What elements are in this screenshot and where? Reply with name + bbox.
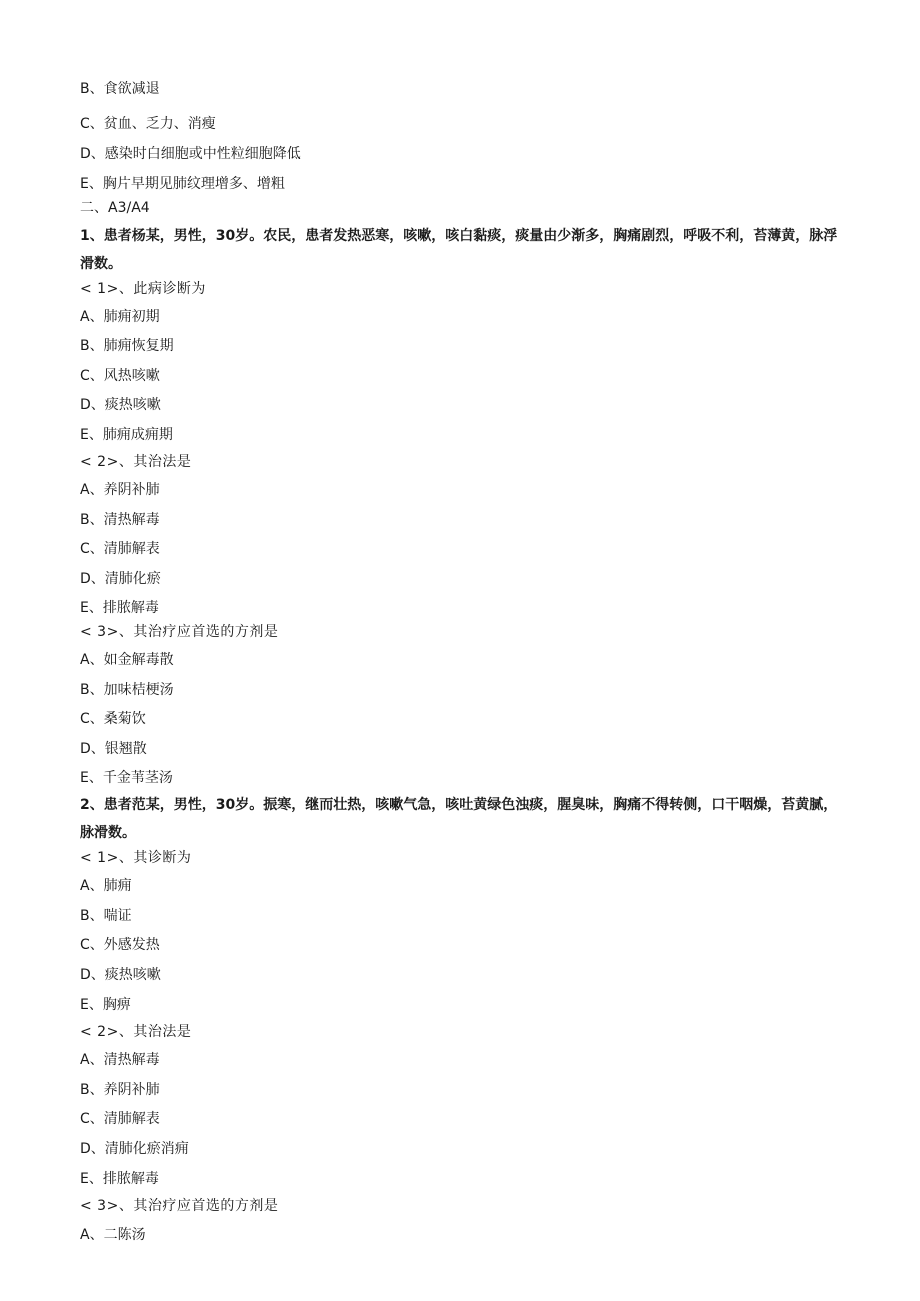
question-stem-2: 2、患者范某，男性，30岁。振寒，继而壮热，咳嗽气急，咳吐黄绿色浊痰，腥臭味，胸痛不得转侧，口干咽燥，苔黄腻，脉滑数。 [80, 797, 838, 841]
option-line: D、银翘散 [80, 741, 147, 757]
sub-question: < 3>、其治疗应首选的方剂是 [80, 624, 279, 640]
option-line: A、清热解毒 [80, 1052, 160, 1068]
option-line: E、胸痹 [80, 997, 131, 1013]
option-line: A、养阴补肺 [80, 482, 160, 498]
option-line: B、肺痈恢复期 [80, 338, 174, 354]
sub-question: < 1>、此病诊断为 [80, 281, 206, 297]
option-line: C、清肺解表 [80, 541, 160, 557]
question-stem-1: 1、患者杨某，男性，30岁。农民，患者发热恶寒，咳嗽，咳白黏痰，痰量由少渐多，胸痛剧烈，呼吸不利，苔薄黄，脉浮滑数。 [80, 228, 838, 272]
sub-question: < 2>、其治法是 [80, 454, 192, 470]
option-line: E、胸片早期见肺纹理增多、增粗 [80, 176, 285, 192]
option-line: E、排脓解毒 [80, 600, 159, 616]
option-line: B、喘证 [80, 908, 132, 924]
option-line: D、痰热咳嗽 [80, 967, 161, 983]
option-line: B、清热解毒 [80, 512, 160, 528]
option-line: A、二陈汤 [80, 1227, 146, 1243]
option-line: D、清肺化瘀 [80, 571, 161, 587]
option-line: C、风热咳嗽 [80, 368, 160, 384]
option-line: E、千金苇茎汤 [80, 770, 173, 786]
option-line: A、肺痈 [80, 878, 132, 894]
option-line: D、痰热咳嗽 [80, 397, 161, 413]
option-line: E、排脓解毒 [80, 1171, 159, 1187]
option-line: E、肺痈成痈期 [80, 427, 173, 443]
option-line: B、加味桔梗汤 [80, 682, 174, 698]
sub-question: < 1>、其诊断为 [80, 850, 192, 866]
sub-question: < 2>、其治法是 [80, 1024, 192, 1040]
option-line: B、食欲减退 [80, 81, 160, 97]
option-line: D、感染时白细胞或中性粒细胞降低 [80, 146, 301, 162]
option-line: C、外感发热 [80, 937, 160, 953]
option-line: A、如金解毒散 [80, 652, 174, 668]
sub-question: < 3>、其治疗应首选的方剂是 [80, 1198, 279, 1214]
option-line: D、清肺化瘀消痈 [80, 1141, 189, 1157]
option-line: C、清肺解表 [80, 1111, 160, 1127]
option-line: C、贫血、乏力、消瘦 [80, 116, 216, 132]
section-title: 二、A3/A4 [80, 200, 150, 216]
option-line: C、桑菊饮 [80, 711, 146, 727]
option-line: A、肺痈初期 [80, 309, 160, 325]
option-line: B、养阴补肺 [80, 1082, 160, 1098]
